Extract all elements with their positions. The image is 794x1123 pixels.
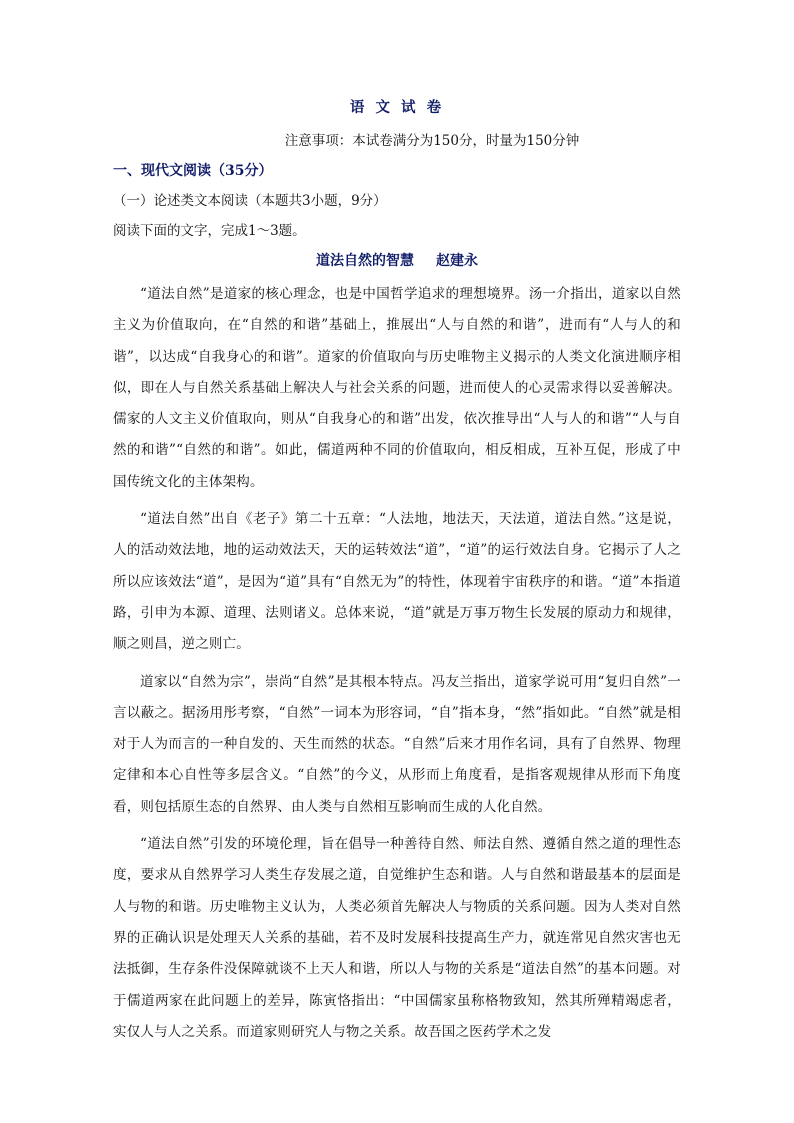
reading-instruction: 阅读下面的文字，完成1～3题。 (113, 223, 306, 239)
subsection-heading: （一）论述类文本阅读（本题共3小题，9分） (113, 193, 387, 209)
article-paragraph-4: “道法自然”引发的环境伦理，旨在倡导一种善待自然、师法自然、遵循自然之道的理性态度，要求从自然界学习人类生存发展之道，自觉维护生态和谐。人与自然和谐最基本的层面是人与物的和谐。历史唯物主义认为，人类必须首先解决人与物质的关系问题。因为人类对自然界的正确认识是处理天人关系的基础，若不及时发展科技提高生产力，就连常见自然灾害也无法抵御，生存条件没保障就谈不上天人和谐，所以人与物的关系是“道法自然”的基本问题。对于儒道两家在此问题上的差异，陈寅恪指出：“中国儒家虽称格物致知，然其所殚精竭虑者，实仅人与人之关系。而道家则研究人与物之关系。故吾国之医药学术之发 (113, 836, 681, 1040)
article-paragraph-1: “道法自然”是道家的核心理念，也是中国哲学追求的理想境界。汤一介指出，道家以自然主义为价值取向，在“自然的和谐”基础上，推展出“人与自然的和谐”，进而有“人与人的和谐”，以达成“自我身心的和谐”。道家的价值取向与历史唯物主义揭示的人类文化演进顺序相似，即在人与自然关系基础上解决人与社会关系的问题，进而使人的心灵需求得以妥善解决。儒家的人文主义价值取向，则从“自我身心的和谐”出发，依次推导出“人与人的和谐”“人与自然的和谐”“自然的和谐”。如此，儒道两种不同的价值取向，相反相成，互补互促，形成了中国传统文化的主体架构。 (113, 286, 681, 490)
section-heading: 一、现代文阅读（35分） (113, 163, 273, 179)
article-paragraph-3: 道家以“自然为宗”，崇尚“自然”是其根本特点。冯友兰指出，道家学说可用“复归自然”一言以蔽之。据汤用彤考察，“自然”一词本为形容词，“自”指本身，“然”指如此。“自然”就是相对于人为而言的一种自发的、天生而然的状态。“自然”后来才用作名词，具有了自然界、物理定律和本心自性等多层含义。“自然”的今义，从形而上角度看，是指客观规律从形而下角度看，则包括原生态的自然界、由人类与自然相互影响而生成的人化自然。 (113, 673, 681, 815)
exam-title: 语 文 试 卷 (349, 99, 445, 116)
article-author: 赵建永 (436, 253, 478, 269)
article-title: 道法自然的智慧 (316, 253, 414, 269)
exam-page (113, 98, 681, 1048)
article-paragraph-2: “道法自然”出自《老子》第二十五章：“人法地，地法天，天法道，道法自然。”这是说，人的活动效法地，地的运动效法天，天的运转效法“道”，“道”的运行效法自身。它揭示了人之所以应该效法“道”，是因为“道”具有“自然无为”的特性，体现着宇宙秩序的和谐。“道”本指道路，引申为本源、道理、法则诸义。总体来说，“道”就是万事万物生长发展的原动力和规律，顺之则昌，逆之则亡。 (113, 511, 681, 653)
article-title-line (113, 251, 681, 271)
exam-notice: 注意事项：本试卷满分为150分，时量为150分钟 (284, 133, 580, 149)
